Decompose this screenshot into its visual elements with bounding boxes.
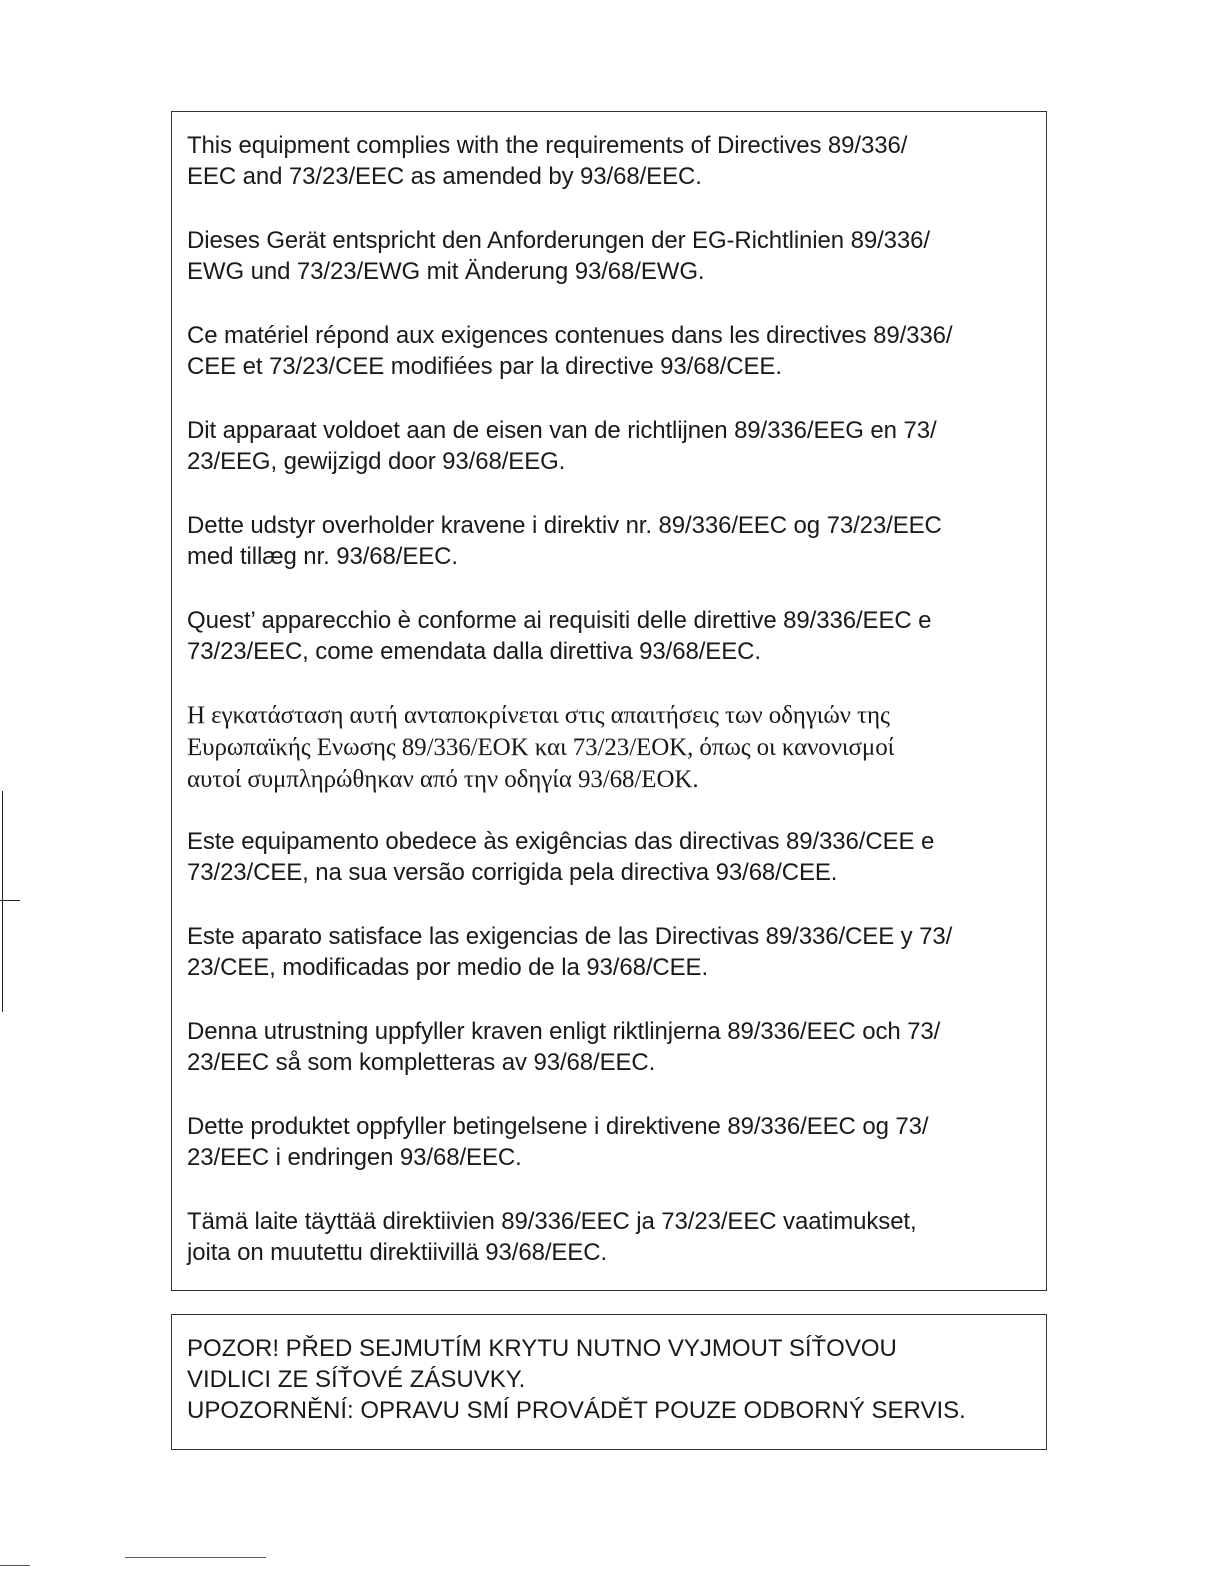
statement-french: Ce matériel répond aux exigences contenues dans les directives 89/336/ CEE et 73/23/CEE modifiées par la directive 93/68/CEE.	[187, 322, 953, 380]
czech-warning-box	[171, 1314, 1047, 1450]
statement-greek: Η εγκατάσταση αυτή ανταποκρίνεται στις απαιτήσεις των οδηγιών της Ευρωπαϊκής Ενωσης 89/336/ΕΟΚ και 73/23/ΕΟΚ, όπως οι κανονισμοί αυτοί συμπληρώθηκαν από την οδηγία 93/68/ΕΟΚ.	[187, 702, 895, 793]
statement-danish: Dette udstyr overholder kravene i direktiv nr. 89/336/EEC og 73/23/EEC med tillæg nr. 93/68/EEC.	[187, 512, 942, 570]
statement-spanish: Este aparato satisface las exigencias de las Directivas 89/336/CEE y 73/ 23/CEE, modificadas por medio de la 93/68/CEE.	[187, 923, 953, 981]
crop-mark-horizontal	[0, 900, 20, 901]
statement-portuguese: Este equipamento obedece às exigências das directivas 89/336/CEE e 73/23/CEE, na sua versão corrigida pela directiva 93/68/CEE.	[187, 828, 935, 886]
statement-norwegian: Dette produktet oppfyller betingelsene i direktivene 89/336/EEC og 73/ 23/EEC i endringen 93/68/EEC.	[187, 1113, 929, 1171]
crop-mark-vertical	[2, 791, 3, 1012]
footer-rule	[125, 1557, 266, 1558]
statement-finnish: Tämä laite täyttää direktiivien 89/336/EEC ja 73/23/EEC vaatimukset, joita on muutettu direktiivillä 93/68/EEC.	[187, 1208, 917, 1266]
compliance-statements-box	[171, 111, 1047, 1291]
statement-italian: Quest’ apparecchio è conforme ai requisiti delle direttive 89/336/EEC e 73/23/EEC, come emendata dalla direttiva 93/68/EEC.	[187, 607, 932, 665]
statement-german: Dieses Gerät entspricht den Anforderungen der EG-Richtlinien 89/336/ EWG und 73/23/EWG mit Änderung 93/68/EWG.	[187, 227, 930, 285]
footer-rule-left	[0, 1565, 30, 1566]
statement-dutch: Dit apparaat voldoet aan de eisen van de richtlijnen 89/336/EEG en 73/ 23/EEG, gewijzigd door 93/68/EEG.	[187, 417, 937, 475]
statement-english: This equipment complies with the requirements of Directives 89/336/ EEC and 73/23/EEC as amended by 93/68/EEC.	[187, 132, 908, 190]
statement-swedish: Denna utrustning uppfyller kraven enligt riktlinjerna 89/336/EEC och 73/ 23/EEC så som kompletteras av 93/68/EEC.	[187, 1018, 941, 1076]
czech-warning-text: POZOR! PŘED SEJMUTÍM KRYTU NUTNO VYJMOUT SÍŤOVOU VIDLICI ZE SÍŤOVÉ ZÁSUVKY. UPOZORNĚNÍ: OPRAVU SMÍ PROVÁDĚT POUZE ODBORNÝ SERVIS.	[187, 1335, 966, 1424]
